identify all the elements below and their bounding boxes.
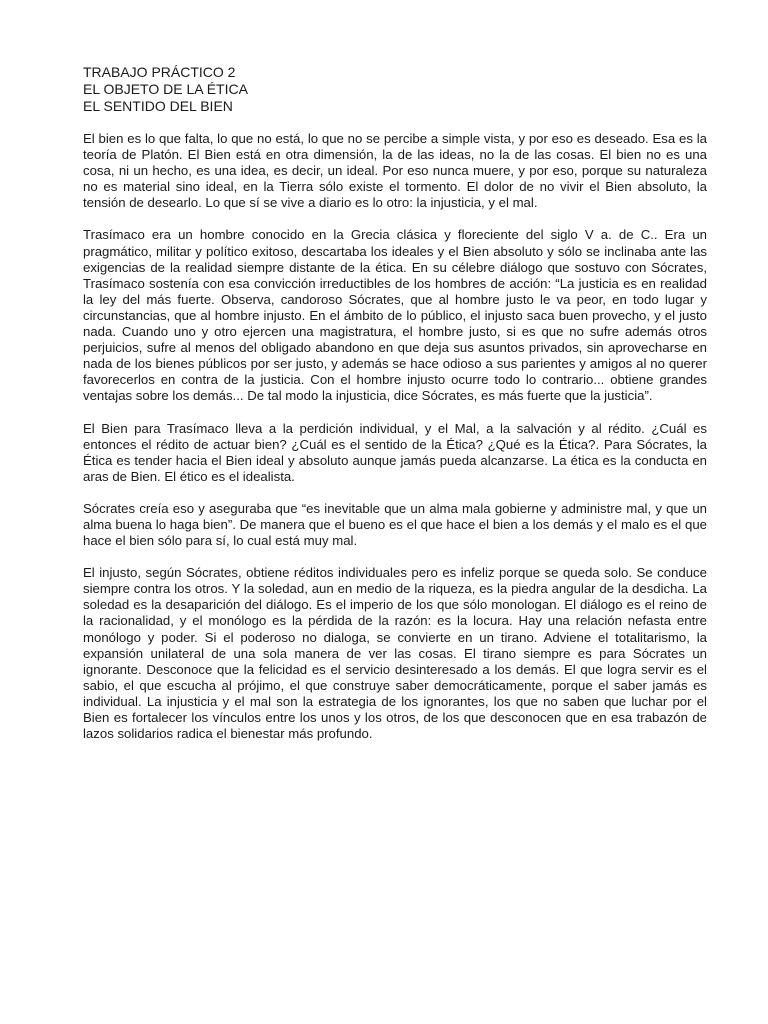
paragraph-1: El bien es lo que falta, lo que no está, lo que no se percibe a simple vista, y por eso es deseado. Esa es la teoría de Platón. El Bien está en otra dimensión, la de las ideas, no la de las cosas. El bien no es una cosa, ni un hecho, es una idea, es decir, un ideal. Por eso nunca muere, y por eso, porque su naturaleza no es material sino ideal, en la Tierra sólo existe el tormento. El dolor de no vivir el Bien absoluto, la tensión de desearlo. Lo que sí se vive a diario es lo otro: la injusticia, y el mal.: [83, 131, 707, 211]
paragraph-5: El injusto, según Sócrates, obtiene réditos individuales pero es infeliz porque se queda solo. Se conduce siempre contra los otros. Y la soledad, aun en medio de la riqueza, es la piedra angular de la desdicha. La soledad es la desaparición del diálogo. Es el imperio de los que sólo monologan. El diálogo es el reino de la racionalidad, y el monólogo es la pérdida de la razón: es la locura. Hay una relación nefasta entre monólogo y poder. Si el poderoso no dialoga, se convierte en un tirano. Adviene el totalitarismo, la expansión unilateral de una sola manera de ver las cosas. El tirano siempre es para Sócrates un ignorante. Desconoce que la felicidad es el servicio desinteresado a los demás. El que logra servir es el sabio, el que escucha al prójimo, el que construye saber democráticamente, porque el saber jamás es individual. La injusticia y el mal son la estrategia de los ignorantes, los que no saben que luchar por el Bien es fortalecer los vínculos entre los unos y los otros, de los que desconocen que en esa trabazón de lazos solidarios radica el bienestar más profundo.: [83, 565, 707, 742]
paragraph-2: Trasímaco era un hombre conocido en la Grecia clásica y floreciente del siglo V a. de C.. Era un pragmático, militar y político exitoso, descartaba los ideales y el Bien absoluto y sólo se inclinaba ante las exigencias de la realidad siempre distante de la ética. En su célebre diálogo que sostuvo con Sócrates, Trasímaco sostenía con esa convicción irreductibles de los hombres de acción: “La justicia es en realidad la ley del más fuerte. Observa, candoroso Sócrates, que al hombre justo le va peor, en todo lugar y circunstancias, que al hombre injusto. En el ámbito de lo público, el injusto saca buen provecho, y el justo nada. Cuando uno y otro ejercen una magistratura, el hombre justo, si es que no sufre además otros perjuicios, sufre al menos del obligado abandono en que deja sus asuntos privados, sin aprovecharse en nada de los bienes públicos por ser justo, y además se hace odioso a sus parientes y amigos al no querer favorecerlos en contra de la justicia. Con el hombre injusto ocurre todo lo contrario... obtiene grandes ventajas sobre los demás... De tal modo la injusticia, dice Sócrates, es más fuerte que la justicia”.: [83, 227, 707, 404]
title-line-3: EL SENTIDO DEL BIEN: [83, 98, 233, 114]
paragraph-4: Sócrates creía eso y aseguraba que “es inevitable que un alma mala gobierne y administre mal, y que un alma buena lo haga bien”. De manera que el bueno es el que hace el bien a los demás y el malo es el que hace el bien sólo para sí, lo cual está muy mal.: [83, 500, 707, 549]
document-body: [83, 64, 707, 758]
title-line-2: EL OBJETO DE LA ÉTICA: [83, 81, 248, 97]
title-line-1: TRABAJO PRÁCTICO 2: [83, 64, 236, 80]
paragraph-3: El Bien para Trasímaco lleva a la perdición individual, y el Mal, a la salvación y al rédito. ¿Cuál es entonces el rédito de actuar bien? ¿Cuál es el sentido de la Ética? ¿Qué es la Ética?. Para Sócrates, la Ética es tender hacia el Bien ideal y absoluto aunque jamás pueda alcanzarse. La ética es la conducta en aras de Bien. El ético es el idealista.: [83, 420, 707, 484]
document-title: [83, 64, 707, 115]
